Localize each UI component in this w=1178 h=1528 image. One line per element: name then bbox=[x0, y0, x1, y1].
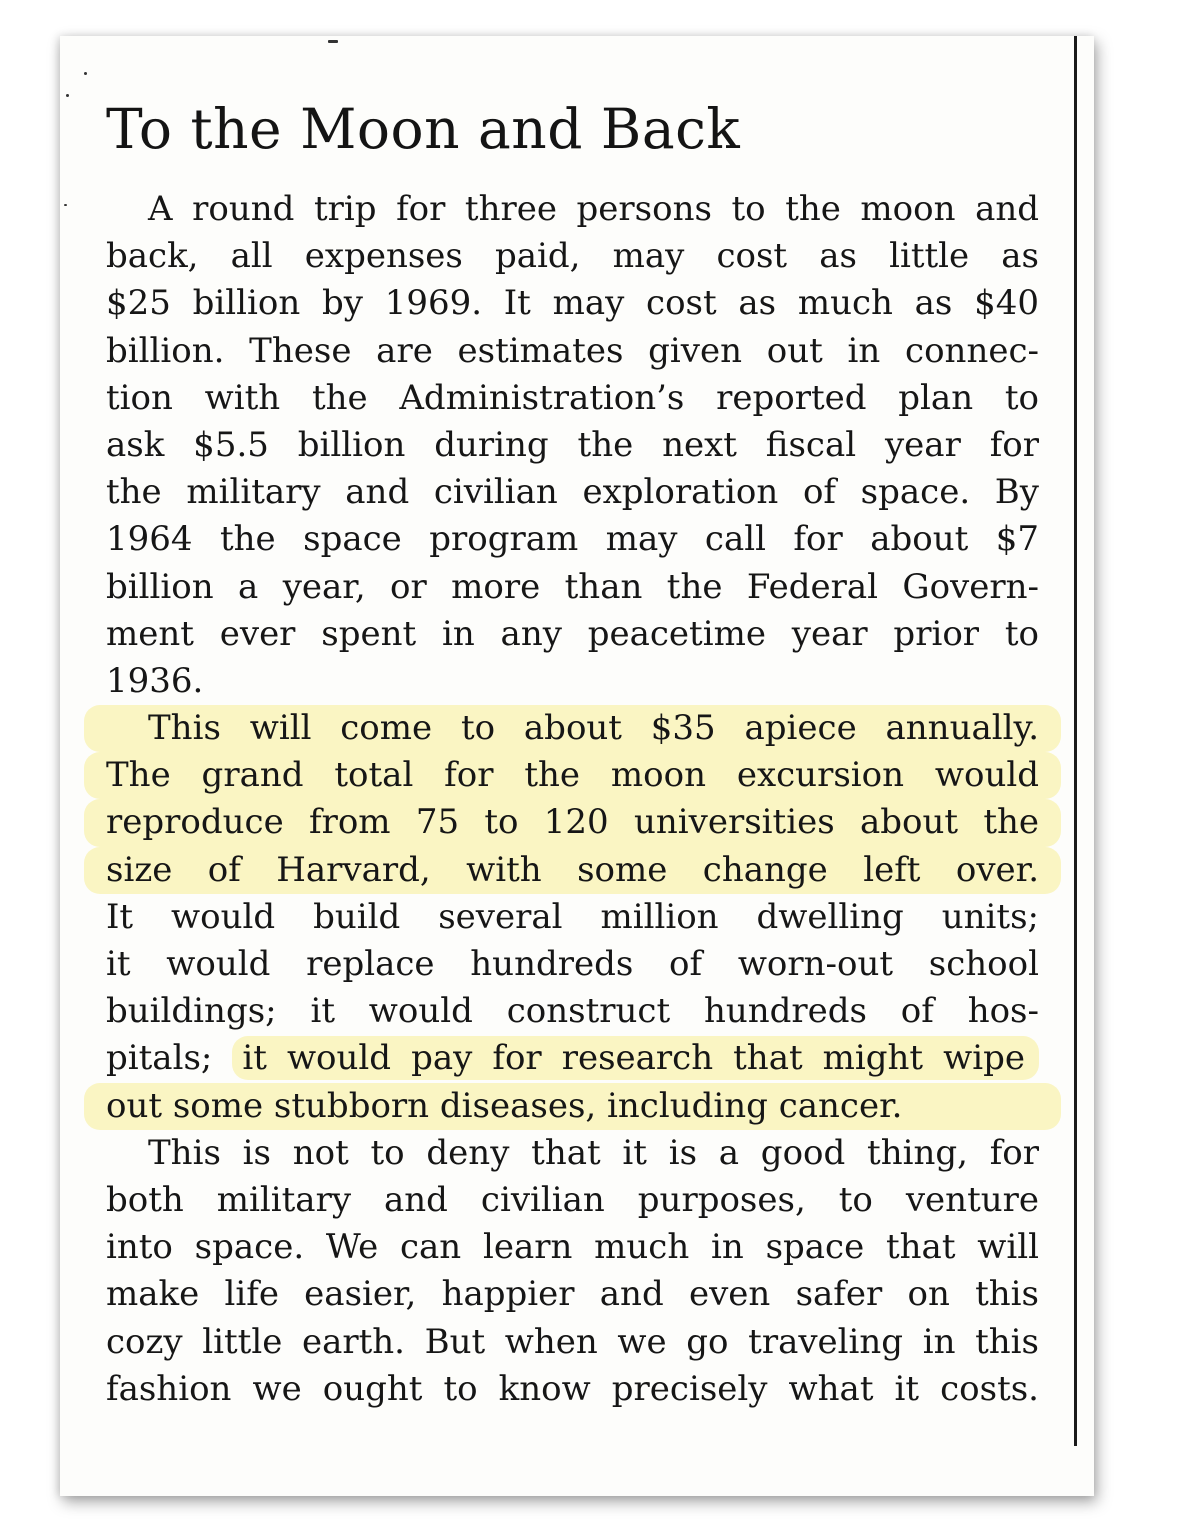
print-speck bbox=[64, 204, 67, 206]
text-line: billion. These are estimates given out in connec- bbox=[106, 330, 1039, 371]
text-line: back, all expenses paid, may cost as little as bbox=[106, 236, 1039, 277]
text-line: buildings; it would construct hundreds of hos- bbox=[106, 991, 1039, 1032]
text-line-segment: pitals; bbox=[106, 1038, 213, 1079]
text-line: billion a year, or more than the Federal Govern- bbox=[106, 566, 1039, 607]
text-line: fashion we ought to know precisely what it costs. bbox=[106, 1368, 1039, 1409]
text-line: both military and civilian purposes, to venture bbox=[106, 1179, 1039, 1220]
highlighted-text-line: reproduce from 75 to 120 universities about the bbox=[84, 799, 1061, 846]
text-line: This is not to deny that it is a good thing, for bbox=[148, 1132, 1039, 1173]
article-body bbox=[106, 186, 1039, 1413]
text-line: it would replace hundreds of worn-out school bbox=[106, 944, 1039, 984]
highlighted-text-line: This will come to about $35 apiece annually. bbox=[84, 705, 1061, 752]
text-line bbox=[106, 1035, 1039, 1082]
highlighted-text-line: size of Harvard, with some change left over. bbox=[84, 847, 1061, 894]
print-speck bbox=[84, 72, 87, 75]
highlighted-text-line: out some stubborn diseases, including cancer. bbox=[84, 1083, 1061, 1130]
column-rule bbox=[1074, 36, 1077, 1446]
newspaper-clipping bbox=[60, 36, 1094, 1496]
text-line: It would build several million dwelling units; bbox=[106, 896, 1039, 937]
text-line: ment ever spent in any peacetime year prior to bbox=[106, 613, 1039, 654]
text-line: tion with the Administration’s reported plan to bbox=[106, 377, 1039, 418]
highlighted-text-line: The grand total for the moon excursion would bbox=[84, 752, 1061, 799]
highlighted-text-segment: it would pay for research that might wipe bbox=[232, 1036, 1039, 1080]
text-line: into space. We can learn much in space that will bbox=[106, 1227, 1039, 1268]
text-line: 1936. bbox=[106, 660, 204, 701]
text-line: 1964 the space program may call for about $7 bbox=[106, 519, 1039, 560]
text-line: make life easier, happier and even safer on this bbox=[106, 1274, 1039, 1315]
text-line: cozy little earth. But when we go traveling in this bbox=[106, 1321, 1039, 1362]
text-line: $25 billion by 1969. It may cost as much as $40 bbox=[106, 283, 1039, 324]
text-line: the military and civilian exploration of space. By bbox=[106, 472, 1039, 513]
print-speck bbox=[66, 94, 69, 97]
text-line: A round trip for three persons to the moon and bbox=[148, 189, 1039, 229]
article-headline: To the Moon and Back bbox=[106, 97, 741, 161]
text-line: ask $5.5 billion during the next fiscal year for bbox=[106, 424, 1039, 465]
print-speck bbox=[328, 40, 338, 43]
